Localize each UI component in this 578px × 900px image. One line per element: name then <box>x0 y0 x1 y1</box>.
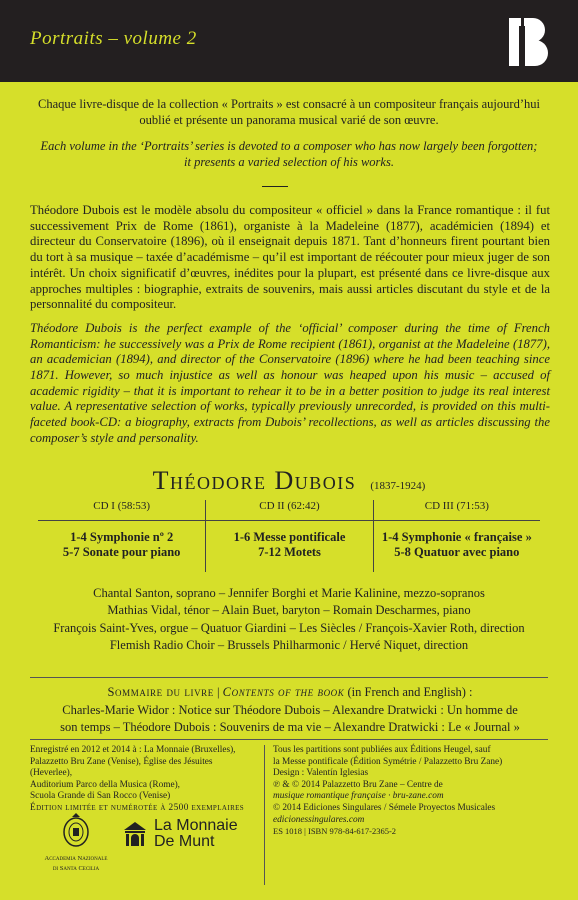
performer-line: François Saint-Yves, orgue – Quatuor Giardini – Les Siècles / François-Xavier Roth, direction <box>53 620 525 635</box>
credit-line: edicionessingulares.com <box>273 814 365 825</box>
academy-caption: di Santa Cecilia <box>52 864 100 872</box>
composer-name: Théodore Dubois <box>152 466 357 495</box>
series-intro <box>38 96 540 180</box>
cd-work: 5-7 Sonate pour piano <box>62 545 181 559</box>
composer-dates: (1837-1924) <box>370 480 426 492</box>
cd-works <box>205 521 372 572</box>
cd-works <box>38 521 205 572</box>
credit-line: Design : Valentín Iglesias <box>273 768 369 779</box>
limited-edition-note: Édition limitée et numérotée à 2500 exemplaires <box>30 802 245 813</box>
bio-french: Théodore Dubois est le modèle absolu du compositeur « officiel » dans la France romantique : il fut successivement Prix de Rome (1861), organiste à la Madeleine (1877), académicien (1894) et directeur du Conservatoire (1896), où il enseignait depuis 1871. Tant d’honneurs firent pourtant bien du tort à sa musique – taxée d’académisme – qu’il est important de réécouter pour mieux juger de son intérêt. Un choix significatif d’œuvres, inédites pour la plupart, est présenté dans ce livre-disque aux approches multiples : biographie, extraits de souvenirs, mais aussi articles discutant du style et de la personnalité du compositeur. <box>30 203 550 312</box>
intro-french: Chaque livre-disque de la collection « Portraits » est consacré à un compositeur français aujourd’hui oublié et présente un panorama musical varié de son œuvre. <box>38 97 540 127</box>
contents-heading-en: Contents of the book <box>222 685 345 699</box>
cd-track-list <box>38 500 540 572</box>
credit-line: la Messe pontificale (Édition Symétrie / Palazzetto Bru Zane) <box>273 756 503 767</box>
credit-line: musique romantique française · bru-zane.com <box>273 791 444 802</box>
composer-heading <box>0 466 578 496</box>
academy-caption: Accademia Nazionale <box>44 855 108 862</box>
composer-biography <box>30 203 550 455</box>
theatre-icon <box>122 820 148 848</box>
contents-line: Charles-Marie Widor : Notice sur Théodore Dubois – Alexandre Dratwicki : Un homme de <box>62 702 518 717</box>
contents-heading-fr: Sommaire du livre <box>107 685 214 699</box>
performers <box>0 585 578 654</box>
cd-work: 1-4 Symphonie « française » <box>381 530 532 544</box>
recording-line: Scuola Grande di San Rocco (Venise) <box>30 791 171 802</box>
cd-works <box>373 521 540 572</box>
recording-line: Enregistré en 2012 et 2014 à : La Monnaie (Bruxelles), <box>30 745 236 755</box>
cd-column <box>38 500 205 572</box>
contents-note: (in French and English) : <box>347 685 473 699</box>
intro-english: Each volume in the ‘Portraits’ series is devoted to a composer who has now largely been forgotten; it presents a varied selection of his works. <box>40 139 538 169</box>
recording-line: Auditorium Parco della Musica (Rome), <box>30 779 181 790</box>
recording-line: Palazzetto Bru Zane (Venise), Église des Jésuites (Heverlee), <box>30 756 213 779</box>
la-monnaie-logo <box>122 818 238 850</box>
book-contents <box>30 684 550 737</box>
monnaie-name: La Monnaie <box>154 817 238 834</box>
series-title: Portraits – volume 2 <box>30 28 197 49</box>
cd-work: 1-6 Messe pontificale <box>233 530 346 544</box>
cd-work: 5-8 Quatuor avec piano <box>394 545 520 559</box>
column-divider <box>264 745 265 885</box>
cd-label: CD II (62:42) <box>205 500 372 521</box>
credit-line: ℗ & © 2014 Palazzetto Bru Zane – Centre de <box>273 779 443 790</box>
divider <box>30 677 548 678</box>
bru-zane-logo-icon <box>505 12 551 72</box>
recording-info <box>30 745 256 815</box>
cd-label: CD III (71:53) <box>373 500 540 521</box>
credit-line: Tous les partitions sont publiées aux Éditions Heugel, sauf <box>273 745 491 755</box>
cd-work: 1-4 Symphonie nº 2 <box>70 530 174 544</box>
performer-line: Mathias Vidal, ténor – Alain Buet, baryton – Romain Descharmes, piano <box>107 603 471 618</box>
monnaie-name: De Munt <box>154 833 215 850</box>
credits <box>273 745 553 826</box>
cd-column <box>373 500 540 572</box>
divider <box>262 186 288 187</box>
cd-work: 7-12 Motets <box>258 545 321 559</box>
santa-cecilia-logo <box>44 812 108 872</box>
bio-english: Théodore Dubois is the perfect example of the ‘official’ composer during the time of French Romanticism: he successively was a Prix de Rome recipient (1861), organist at the Madeleine (1877), an academician (1894), and director of the Conservatoire (1896) where he had been teaching since 1871. However, so much injustice as well as honour was heaped upon his music – accused of academic rigidity – that it is important to rehear it to be in a better position to judge its real interest value. A representative selection of works, typically previously unrecorded, is provided on this multi-faceted book-CD: a biography, extracts from Dubois’ recollections, as well as articles discussing the composer’s style and personality. <box>30 320 550 445</box>
divider <box>30 739 548 740</box>
cd-label: CD I (58:53) <box>38 500 205 521</box>
performer-line: Flemish Radio Choir – Brussels Philharmonic / Hervé Niquet, direction <box>109 637 469 652</box>
performer-line: Chantal Santon, soprano – Jennifer Borghi et Marie Kalinine, mezzo-sopranos <box>93 586 485 600</box>
crest-icon <box>61 812 91 848</box>
isbn: ES 1018 | ISBN 978-84-617-2365-2 <box>273 826 397 836</box>
cd-column <box>205 500 372 572</box>
credit-line: © 2014 Ediciones Singulares / Sémele Proyectos Musicales <box>273 802 496 813</box>
header-bar <box>0 0 578 82</box>
contents-line: son temps – Théodore Dubois : Souvenirs de ma vie – Alexandre Dratwicki : Le « Journal » <box>60 720 520 734</box>
contents-separator: | <box>217 685 220 699</box>
